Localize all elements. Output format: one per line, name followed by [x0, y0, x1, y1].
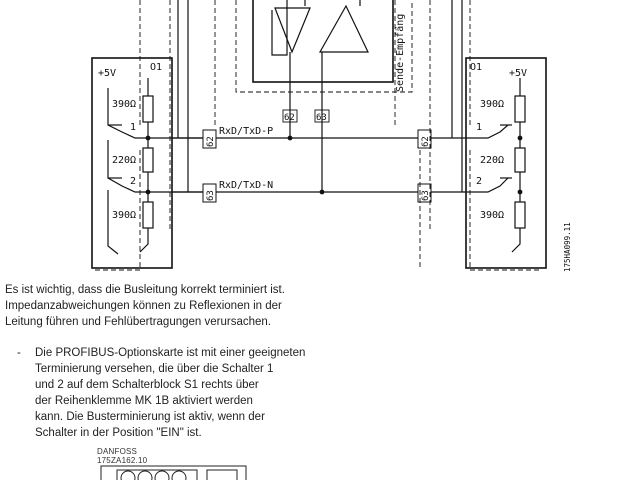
item-line3: und 2 auf dem Schalterblock S1 rechts über — [35, 379, 259, 391]
left-module-label: O1 — [150, 62, 163, 73]
right-terminal-63: 63 — [421, 190, 431, 201]
doc-code: 175HA099.11 — [563, 222, 572, 272]
left-switch1-label: 1 — [130, 122, 137, 133]
right-switch2-label: 2 — [476, 176, 483, 187]
left-terminal-63: 63 — [206, 190, 216, 201]
item-line4: der Reihenklemme MK 1B aktiviert werden — [35, 395, 253, 407]
box-terminal-62: 62 — [284, 113, 295, 123]
left-terminal-62: 62 — [206, 136, 216, 147]
right-module-label: O1 — [470, 62, 483, 73]
left-supply-label: +5V — [98, 68, 117, 79]
figure2-caption-brand: DANFOSS — [97, 447, 138, 456]
figure2-caption-code: 175ZA162.10 — [97, 456, 148, 465]
left-switch2-label: 2 — [130, 176, 137, 187]
line-n-label: RxD/TxD-N — [219, 180, 274, 191]
right-terminal-62: 62 — [421, 136, 431, 147]
para1-line2: Impedanzabweichungen können zu Reflexionen in der — [5, 300, 282, 312]
item-line5: kann. Die Busterminierung ist aktiv, wenn der — [35, 411, 265, 423]
item-line6: Schalter in der Position "EIN" ist. — [35, 427, 202, 439]
right-termination-module — [452, 0, 546, 268]
transceiver-label: Sende-Empfäng — [395, 13, 406, 92]
switch-block-figure — [95, 464, 255, 480]
list-bullet: - — [17, 347, 21, 359]
left-r-bot-label: 390Ω — [112, 210, 137, 221]
para1-line3: Leitung führen und Fehlübertragungen verursachen. — [5, 316, 271, 328]
right-r-mid-label: 220Ω — [480, 155, 505, 166]
dashed-enclosures — [95, 0, 540, 270]
para1-line1: Es ist wichtig, dass die Busleitung korrekt terminiert ist. — [5, 284, 285, 296]
right-r-bot-label: 390Ω — [480, 210, 505, 221]
right-r-top-label: 390Ω — [480, 99, 505, 110]
left-r-mid-label: 220Ω — [112, 155, 137, 166]
line-p-label: RxD/TxD-P — [219, 126, 274, 137]
left-r-top-label: 390Ω — [112, 99, 137, 110]
transceiver-box — [253, 0, 393, 82]
right-supply-label: +5V — [509, 68, 528, 79]
item-line1: Die PROFIBUS-Optionskarte ist mit einer geeigneten — [35, 347, 306, 359]
item-line2: Terminierung versehen, die über die Schalter 1 — [35, 363, 274, 375]
box-terminal-63: 63 — [316, 113, 327, 123]
right-switch1-label: 1 — [476, 122, 483, 133]
left-termination-module — [92, 0, 203, 268]
